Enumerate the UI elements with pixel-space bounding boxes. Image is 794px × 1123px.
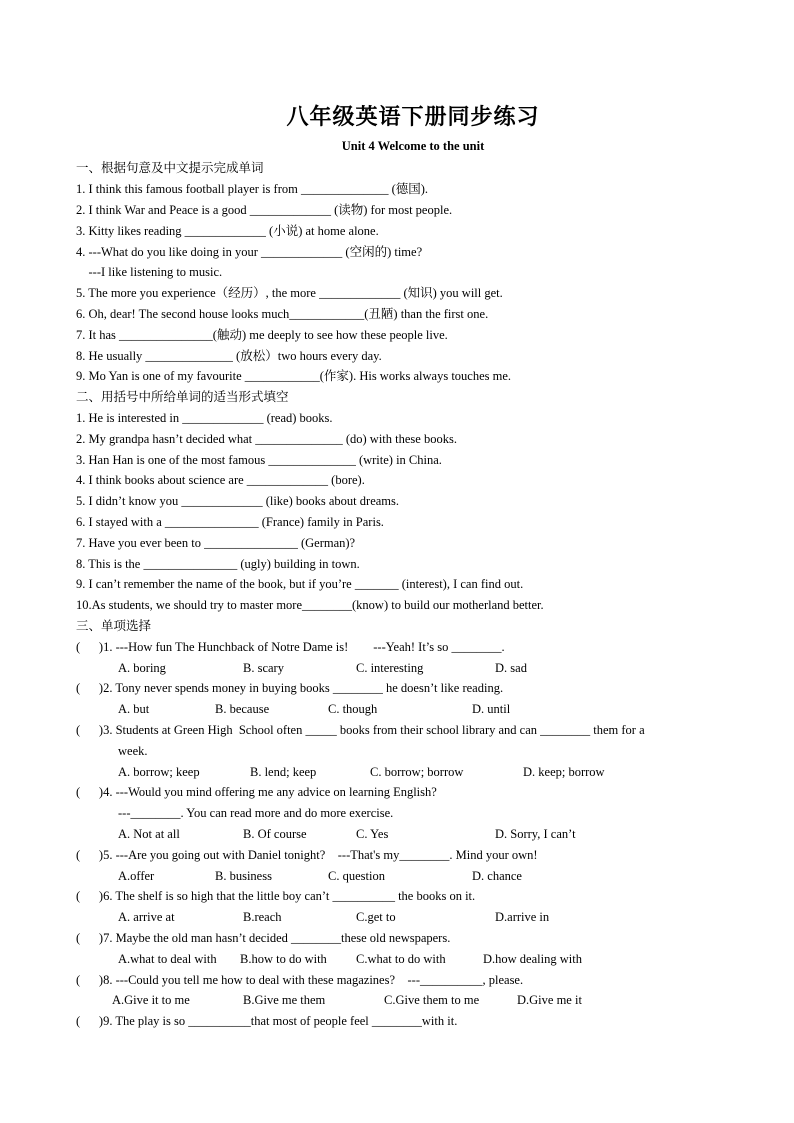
mc-option: A. arrive at xyxy=(118,910,175,924)
section1-heading: 一、根据句意及中文提示完成单词 xyxy=(76,160,264,175)
s2-item: 8. This is the _______________ (ugly) building in town. xyxy=(76,557,360,571)
mc-option: D.how dealing with xyxy=(483,952,582,966)
s2-item: 7. Have you ever been to _______________ (German)? xyxy=(76,536,356,550)
s2-item: 9. I can’t remember the name of the book, but if you’re _______ (interest), I can find out. xyxy=(76,577,524,591)
s1-item: 3. Kitty likes reading _____________ (小说) at home alone. xyxy=(76,224,379,238)
s2-item: 4. I think books about science are _____________ (bore). xyxy=(76,473,365,487)
mc-option: B. lend; keep xyxy=(250,765,317,779)
mc-question: ( )4. ---Would you mind offering me any advice on learning English? xyxy=(76,785,437,799)
mc-option: B. Of course xyxy=(243,827,307,841)
mc-option: D.arrive in xyxy=(495,910,550,924)
mc-option: A.Give it to me xyxy=(112,993,190,1007)
s2-item: 3. Han Han is one of the most famous ______________ (write) in China. xyxy=(76,453,442,467)
mc-question: ( )2. Tony never spends money in buying books ________ he doesn’t like reading. xyxy=(76,681,504,695)
s1-item: 7. It has _______________(触动) me deeply to see how these people live. xyxy=(76,328,448,342)
mc-question: ( )9. The play is so __________that most of people feel ________with it. xyxy=(76,1014,458,1028)
mc-option: D.Give me it xyxy=(517,993,582,1007)
mc-option: B.how to do with xyxy=(240,952,327,966)
section3-heading: 三、单项选择 xyxy=(76,618,152,633)
s2-item: 10.As students, we should try to master more________(know) to build our motherland better. xyxy=(76,598,544,612)
s1-item: 2. I think War and Peace is a good _____________ (读物) for most people. xyxy=(76,203,453,217)
s2-item: 1. He is interested in _____________ (read) books. xyxy=(76,411,333,425)
page-title: 八年级英语下册同步练习 xyxy=(286,105,540,130)
s1-item: 4. ---What do you like doing in your _____________ (空闲的) time? xyxy=(76,245,423,259)
mc-option: A. boring xyxy=(118,661,166,675)
mc-option: A.what to deal with xyxy=(118,952,217,966)
mc-option: C. though xyxy=(328,702,378,716)
mc-option: C.what to do with xyxy=(356,952,446,966)
s1-item: 6. Oh, dear! The second house looks much____________(丑陋) than the first one. xyxy=(76,307,489,321)
mc-option: D. until xyxy=(472,702,511,716)
s1-item: 1. I think this famous football player is from ______________ (德国). xyxy=(76,182,429,196)
mc-option: C.Give them to me xyxy=(384,993,480,1007)
s1-item: 8. He usually ______________ (放松）two hours every day. xyxy=(76,349,382,363)
section2-heading: 二、用括号中所给单词的适当形式填空 xyxy=(76,389,289,404)
mc-option: D. keep; borrow xyxy=(523,765,605,779)
s2-item: 5. I didn’t know you _____________ (like) books about dreams. xyxy=(76,494,399,508)
s2-item: 2. My grandpa hasn’t decided what ______________ (do) with these books. xyxy=(76,432,457,446)
mc-option: C. question xyxy=(328,869,385,883)
s1-item: 5. The more you experience（经历）, the more _____________ (知识) you will get. xyxy=(76,286,503,300)
mc-option: B.Give me them xyxy=(243,993,326,1007)
mc-option: C.get to xyxy=(356,910,396,924)
s2-item: 6. I stayed with a _______________ (France) family in Paris. xyxy=(76,515,384,529)
mc-option: A. but xyxy=(118,702,150,716)
mc-option: A. borrow; keep xyxy=(118,765,200,779)
mc-option: D. chance xyxy=(472,869,522,883)
mc-question: ( )8. ---Could you tell me how to deal with these magazines? ---__________, please. xyxy=(76,973,524,987)
page-subtitle: Unit 4 Welcome to the unit xyxy=(341,139,485,153)
mc-question: ( )6. The shelf is so high that the little boy can’t __________ the books on it. xyxy=(76,889,476,903)
mc-question: ( )7. Maybe the old man hasn’t decided ________these old newspapers. xyxy=(76,931,451,945)
mc-option: D. sad xyxy=(495,661,527,675)
mc-option: B.reach xyxy=(243,910,282,924)
s1-item: ---I like listening to music. xyxy=(76,265,223,279)
mc-option: B. scary xyxy=(243,661,284,675)
mc-question-continued: week. xyxy=(118,744,148,758)
s1-item: 9. Mo Yan is one of my favourite ____________(作家). His works always touches me. xyxy=(76,369,512,383)
mc-option: C. interesting xyxy=(356,661,424,675)
mc-option: C. borrow; borrow xyxy=(370,765,464,779)
mc-option: C. Yes xyxy=(356,827,389,841)
mc-option: D. Sorry, I can’t xyxy=(495,827,576,841)
mc-option: A.offer xyxy=(118,869,155,883)
mc-question: ( )3. Students at Green High School often _____ books from their school library and can ________ them for a xyxy=(76,723,645,737)
mc-question: ( )1. ---How fun The Hunchback of Notre Dame is! ---Yeah! It’s so ________. xyxy=(76,640,505,654)
mc-option: A. Not at all xyxy=(118,827,180,841)
mc-option: B. business xyxy=(215,869,272,883)
mc-option: B. because xyxy=(215,702,270,716)
mc-question: ( )5. ---Are you going out with Daniel tonight? ---That's my________. Mind your own! xyxy=(76,848,538,862)
mc-question-continued: ---________. You can read more and do more exercise. xyxy=(118,806,394,820)
